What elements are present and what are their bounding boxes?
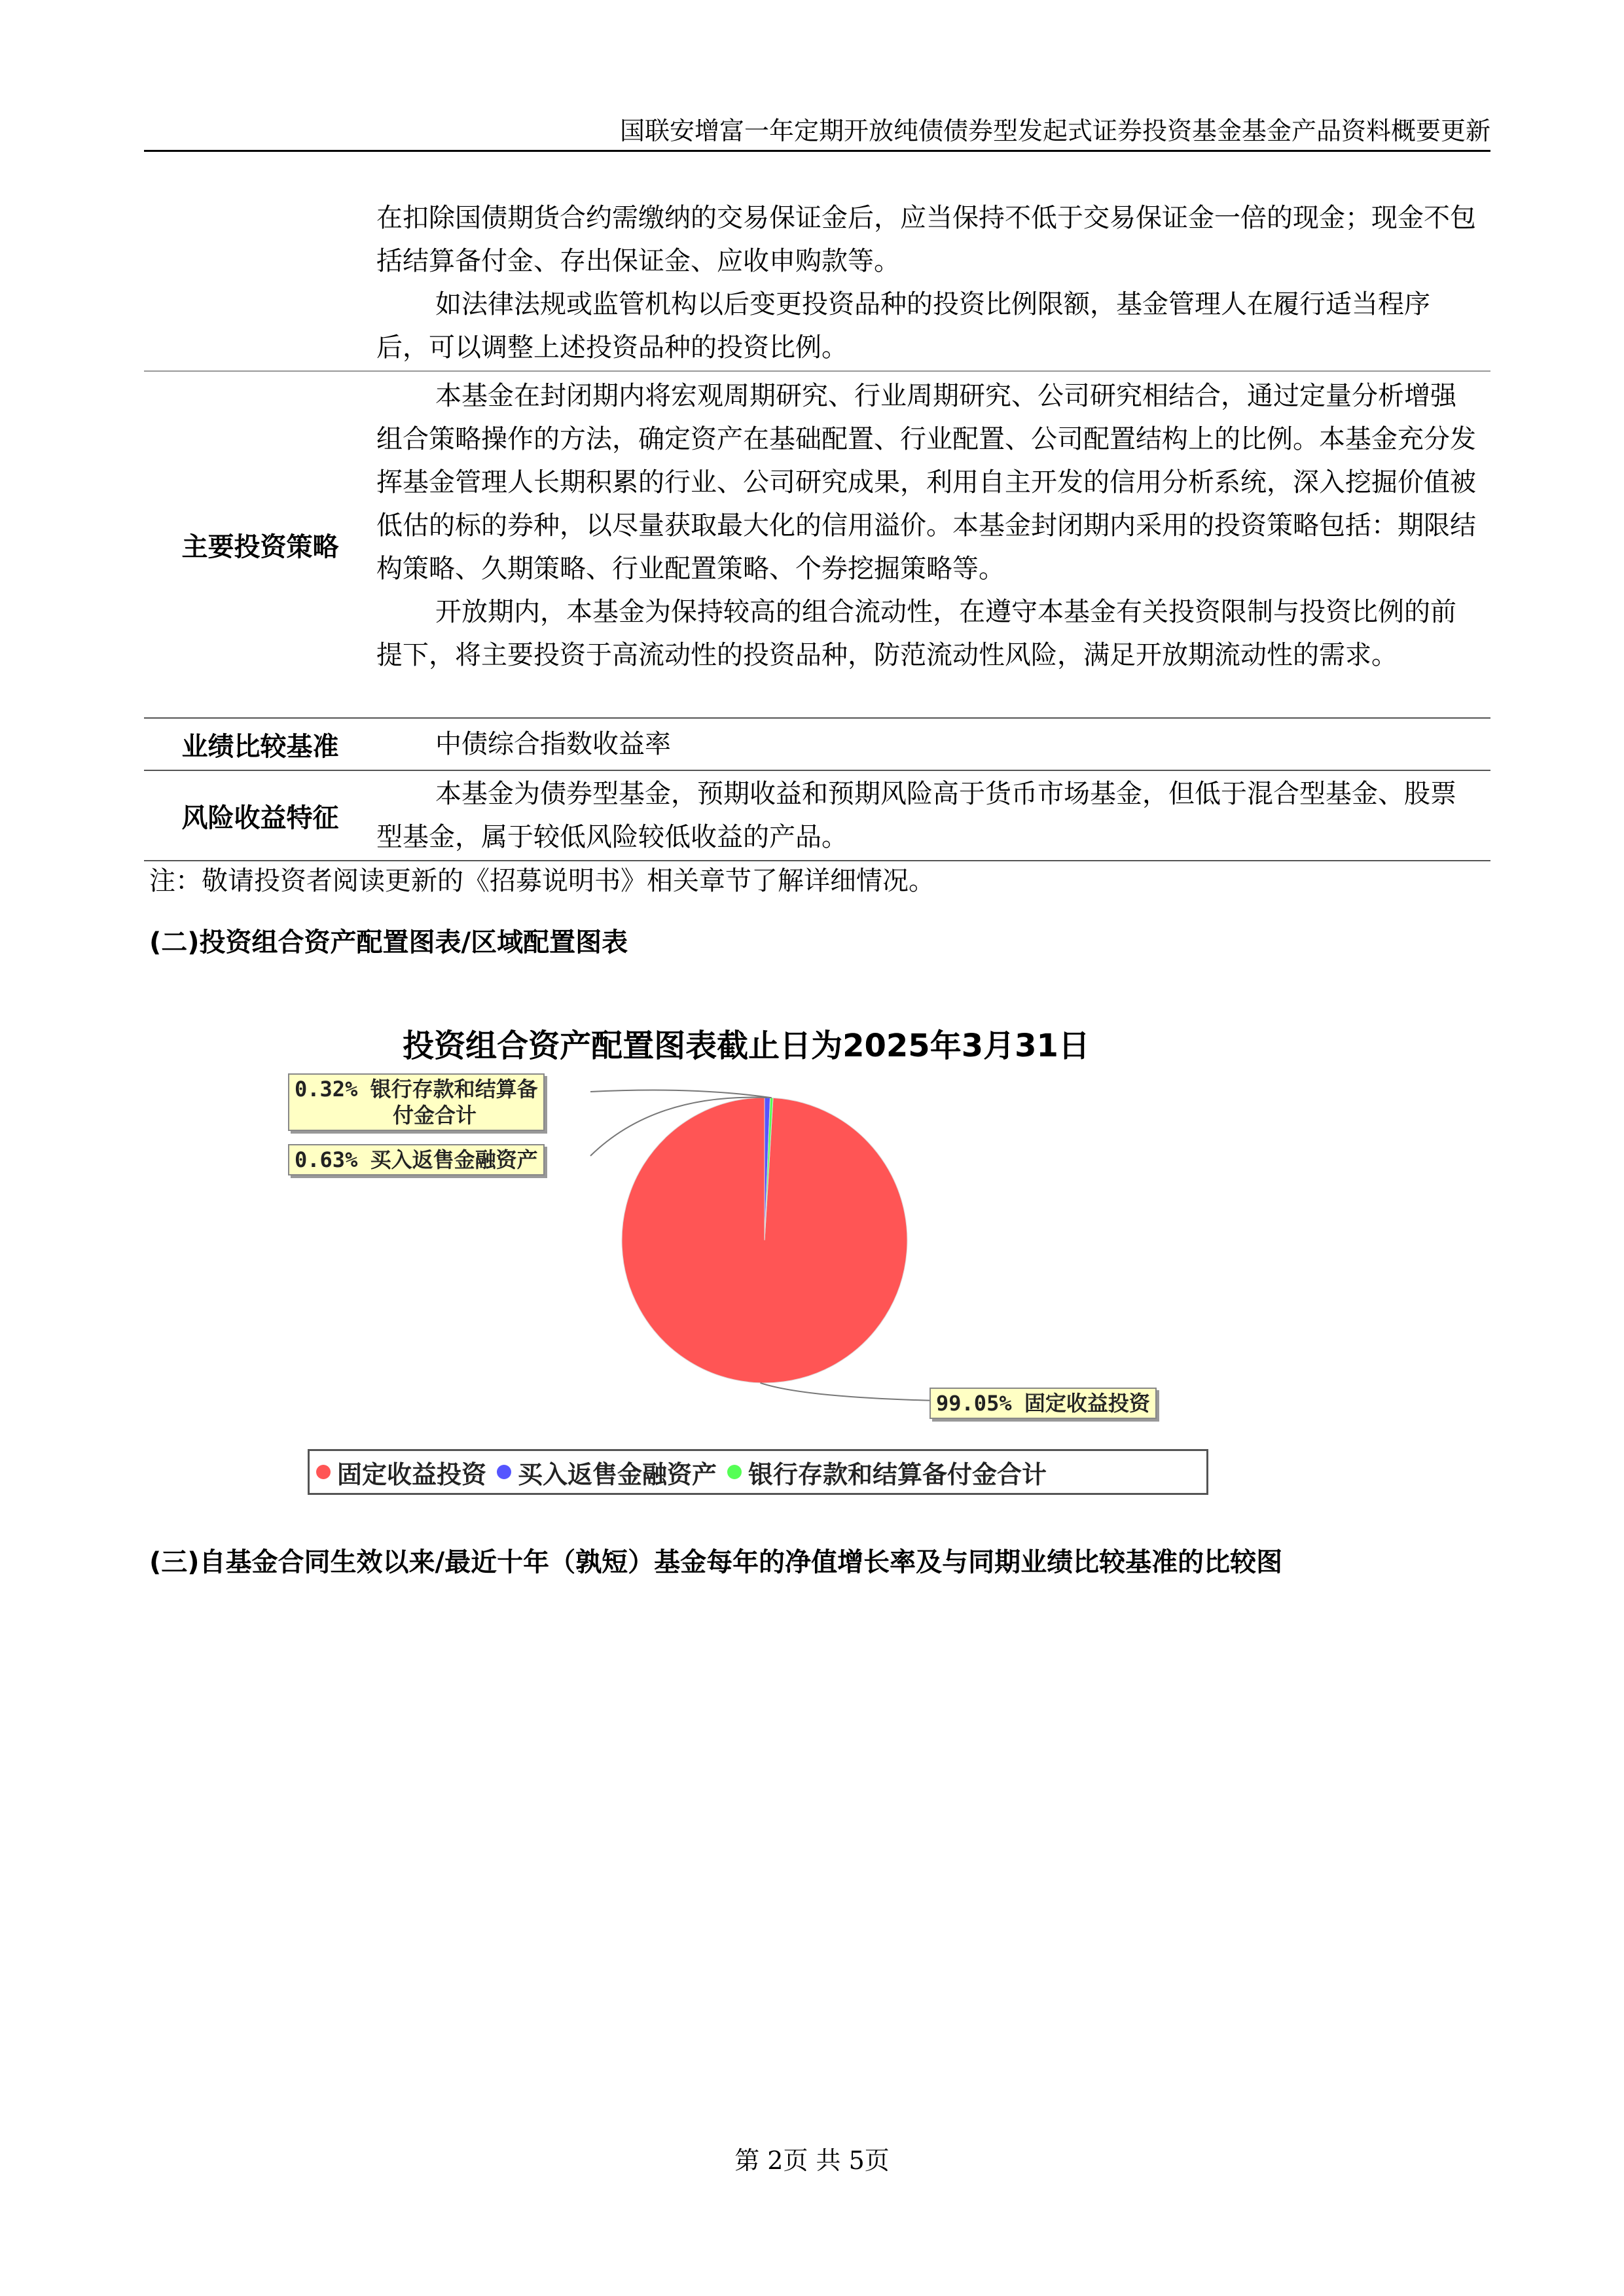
callout-text: 0.32% 银行存款和结算备 <box>295 1077 538 1102</box>
callout-fixed-income: 99.05% 固定收益投资 <box>929 1388 1157 1419</box>
header-rule <box>144 150 1490 152</box>
row-content <box>376 190 1490 370</box>
table-row-strategy <box>144 372 1490 719</box>
paragraph: 中债综合指数收益率 <box>435 729 671 759</box>
row-label-risk: 风险收益特征 <box>181 802 339 833</box>
paragraph: 在扣除国债期货合约需缴纳的交易保证金后，应当保持不低于交易保证金一倍的现金；现金不包括结算备付金、存出保证金、应收申购款等。 <box>376 203 1476 276</box>
paragraph: 如法律法规或监管机构以后变更投资品种的投资比例限额，基金管理人在履行适当程序后，可以调整上述投资品种的投资比例。 <box>376 289 1430 363</box>
table-row-benchmark <box>144 719 1490 771</box>
row-label-benchmark: 业绩比较基准 <box>181 731 339 762</box>
pie-group <box>622 1098 907 1383</box>
paragraph: 本基金为债券型基金，预期收益和预期风险高于货币市场基金，但低于混合型基金、股票型基金，属于较低风险较低收益的产品。 <box>376 779 1456 852</box>
table-row-risk <box>144 771 1490 861</box>
legend-item-bank-deposit <box>727 1454 1047 1490</box>
fund-info-table <box>144 190 1490 861</box>
legend-label: 银行存款和结算备付金合计 <box>748 1460 1047 1489</box>
legend-dot <box>497 1465 511 1479</box>
legend-label: 买入返售金融资产 <box>518 1460 717 1489</box>
legend-item-fixed-income <box>316 1454 486 1490</box>
callout-reverse-repo: 0.63% 买入返售金融资产 <box>288 1144 545 1175</box>
row-label-empty <box>144 190 376 370</box>
legend-label: 固定收益投资 <box>337 1460 487 1489</box>
page-header-title: 国联安增富一年定期开放纯债债券型发起式证券投资基金基金产品资料概要更新 <box>619 117 1490 145</box>
section-title-nav-growth: (三)自基金合同生效以来/最近十年（孰短）基金每年的净值增长率及与同期业绩比较基准的比较图 <box>149 1547 1283 1577</box>
row-label-strategy: 主要投资策略 <box>181 531 339 562</box>
leader-line-fixed-income <box>760 1383 936 1401</box>
row-content <box>376 771 1490 860</box>
page-footer: 第 2页 共 5页 <box>734 2146 890 2175</box>
legend-item-reverse-repo <box>497 1454 717 1490</box>
table-row-investment-ratio <box>144 190 1490 372</box>
asset-allocation-chart <box>288 1021 1237 1505</box>
chart-legend <box>308 1449 1208 1495</box>
note-text: 注：敬请投资者阅读更新的《招募说明书》相关章节了解详细情况。 <box>149 866 935 896</box>
leader-line-bank-deposit <box>590 1090 772 1098</box>
paragraph: 开放期内，本基金为保持较高的组合流动性，在遵守本基金有关投资限制与投资比例的前提下，将主要投资于高流动性的投资品种，防范流动性风险，满足开放期流动性的需求。 <box>376 597 1456 670</box>
chart-title: 投资组合资产配置图表截止日为2025年3月31日 <box>403 1028 1090 1064</box>
row-content <box>376 719 1490 770</box>
paragraph: 本基金在封闭期内将宏观周期研究、行业周期研究、公司研究相结合，通过定量分析增强组合策略操作的方法，确定资产在基础配置、行业配置、公司配置结构上的比例。本基金充分发挥基金管理人长期积累的行业、公司研究成果，利用自主开发的信用分析系统，深入挖掘价值被低估的标的券种，以尽量获取最大化的信用溢价。本基金封闭期内采用的投资策略包括：期限结构策略、久期策略、行业配置策略、个券挖掘策略等。 <box>376 381 1476 584</box>
section-title-asset-allocation: (二)投资组合资产配置图表/区域配置图表 <box>149 927 628 958</box>
callout-text: 付金合计 <box>393 1103 477 1128</box>
legend-dot <box>727 1465 742 1479</box>
callout-bank-deposit <box>288 1073 545 1131</box>
row-content <box>376 372 1490 717</box>
legend-dot <box>316 1465 331 1479</box>
